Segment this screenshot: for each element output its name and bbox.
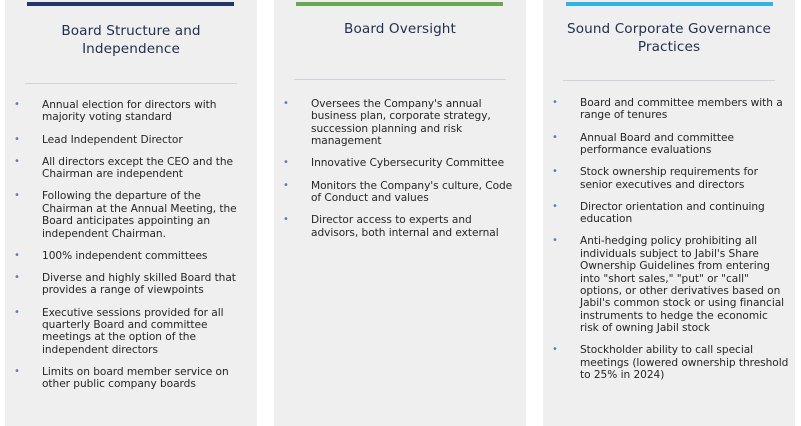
list-item-text: Annual Board and committee performance evaluations — [580, 131, 734, 157]
bullet-icon: • — [552, 200, 558, 212]
list-item — [13, 250, 251, 262]
list-item-text: 100% independent committees — [42, 249, 208, 262]
board-structure-panel — [5, 0, 257, 426]
list-item-text: All directors except the CEO and the Chairman are independent — [42, 155, 233, 181]
list-item — [551, 132, 789, 157]
panel-divider — [563, 80, 775, 81]
list-item-text: Limits on board member service on other public company boards — [42, 366, 229, 391]
bullet-list — [282, 98, 520, 249]
list-item-text: Board and committee members with a range of tenures — [580, 97, 783, 122]
bullet-icon: • — [14, 155, 20, 167]
bullet-icon: • — [14, 366, 20, 378]
bullet-icon: • — [283, 179, 289, 191]
panel-title: Board Structure and Independence — [61, 23, 201, 57]
bullet-icon: • — [552, 166, 558, 178]
list-item — [13, 99, 251, 124]
list-item-text: Anti-hedging policy prohibiting all individuals subject to Jabil's Share Ownership Guidelines from entering into "short sales," "put" or "call" options, or other derivatives based on Jabil's common stock or using financial instruments to hedge the economic risk of owning Jabil stock — [580, 235, 785, 335]
list-item — [282, 98, 520, 148]
bullet-icon: • — [14, 99, 20, 110]
bullet-icon: • — [14, 190, 20, 202]
bullet-icon: • — [283, 98, 289, 109]
list-item-text: Stock ownership requirements for senior executives and directors — [580, 166, 758, 191]
panel-accent-bar — [27, 2, 234, 6]
list-item-text: Innovative Cybersecurity Committee — [311, 157, 505, 170]
bullet-icon: • — [552, 235, 558, 247]
governance-practices-panel — [543, 0, 795, 426]
list-item-text: Executive sessions provided for all quarterly Board and committee meetings at the option of the independent directors — [42, 306, 224, 356]
panel-divider — [25, 83, 237, 84]
bullet-icon: • — [14, 249, 20, 261]
panel-title: Board Oversight — [344, 21, 456, 37]
list-item-text: Diverse and highly skilled Board that provides a range of viewpoints — [42, 272, 236, 297]
bullet-list — [13, 99, 251, 401]
board-oversight-panel — [274, 0, 526, 426]
bullet-icon: • — [552, 344, 558, 356]
list-item — [13, 272, 251, 297]
bullet-icon: • — [283, 214, 289, 226]
bullet-icon: • — [552, 131, 558, 143]
list-item — [13, 190, 251, 240]
list-item — [282, 157, 520, 169]
panel-divider — [294, 79, 506, 80]
list-item — [282, 214, 520, 239]
list-item — [551, 235, 789, 334]
list-item — [551, 97, 789, 122]
bullet-icon: • — [14, 133, 20, 145]
bullet-icon: • — [283, 157, 289, 169]
list-item-text: Stockholder ability to call special meetings (lowered ownership threshold to 25% in 2024) — [580, 344, 789, 382]
bullet-icon: • — [14, 306, 20, 318]
list-item-text: Director access to experts and advisors, both internal and external — [311, 214, 499, 239]
panel-accent-bar — [296, 2, 503, 6]
bullet-icon: • — [552, 97, 558, 108]
list-item-text: Director orientation and continuing education — [580, 200, 765, 226]
panel-accent-bar — [566, 2, 773, 6]
list-item-text: Lead Independent Director — [42, 133, 183, 146]
list-item — [551, 201, 789, 226]
list-item — [551, 344, 789, 381]
list-item — [13, 307, 251, 357]
list-item — [282, 180, 520, 205]
list-item — [551, 166, 789, 191]
bullet-icon: • — [14, 272, 20, 284]
list-item-text: Monitors the Company's culture, Code of Conduct and values — [311, 179, 513, 205]
list-item — [13, 156, 251, 181]
list-item — [13, 366, 251, 391]
panel-title: Sound Corporate Governance Practices — [566, 21, 771, 55]
list-item-text: Following the departure of the Chairman at the Annual Meeting, the Board anticipates appointing an independent Chairman. — [42, 190, 237, 240]
list-item-text: Annual election for directors with majority voting standard — [42, 99, 217, 124]
list-item-text: Oversees the Company's annual business plan, corporate strategy, succession planning and risk management — [311, 98, 491, 148]
bullet-list — [551, 97, 789, 392]
list-item — [13, 134, 251, 146]
